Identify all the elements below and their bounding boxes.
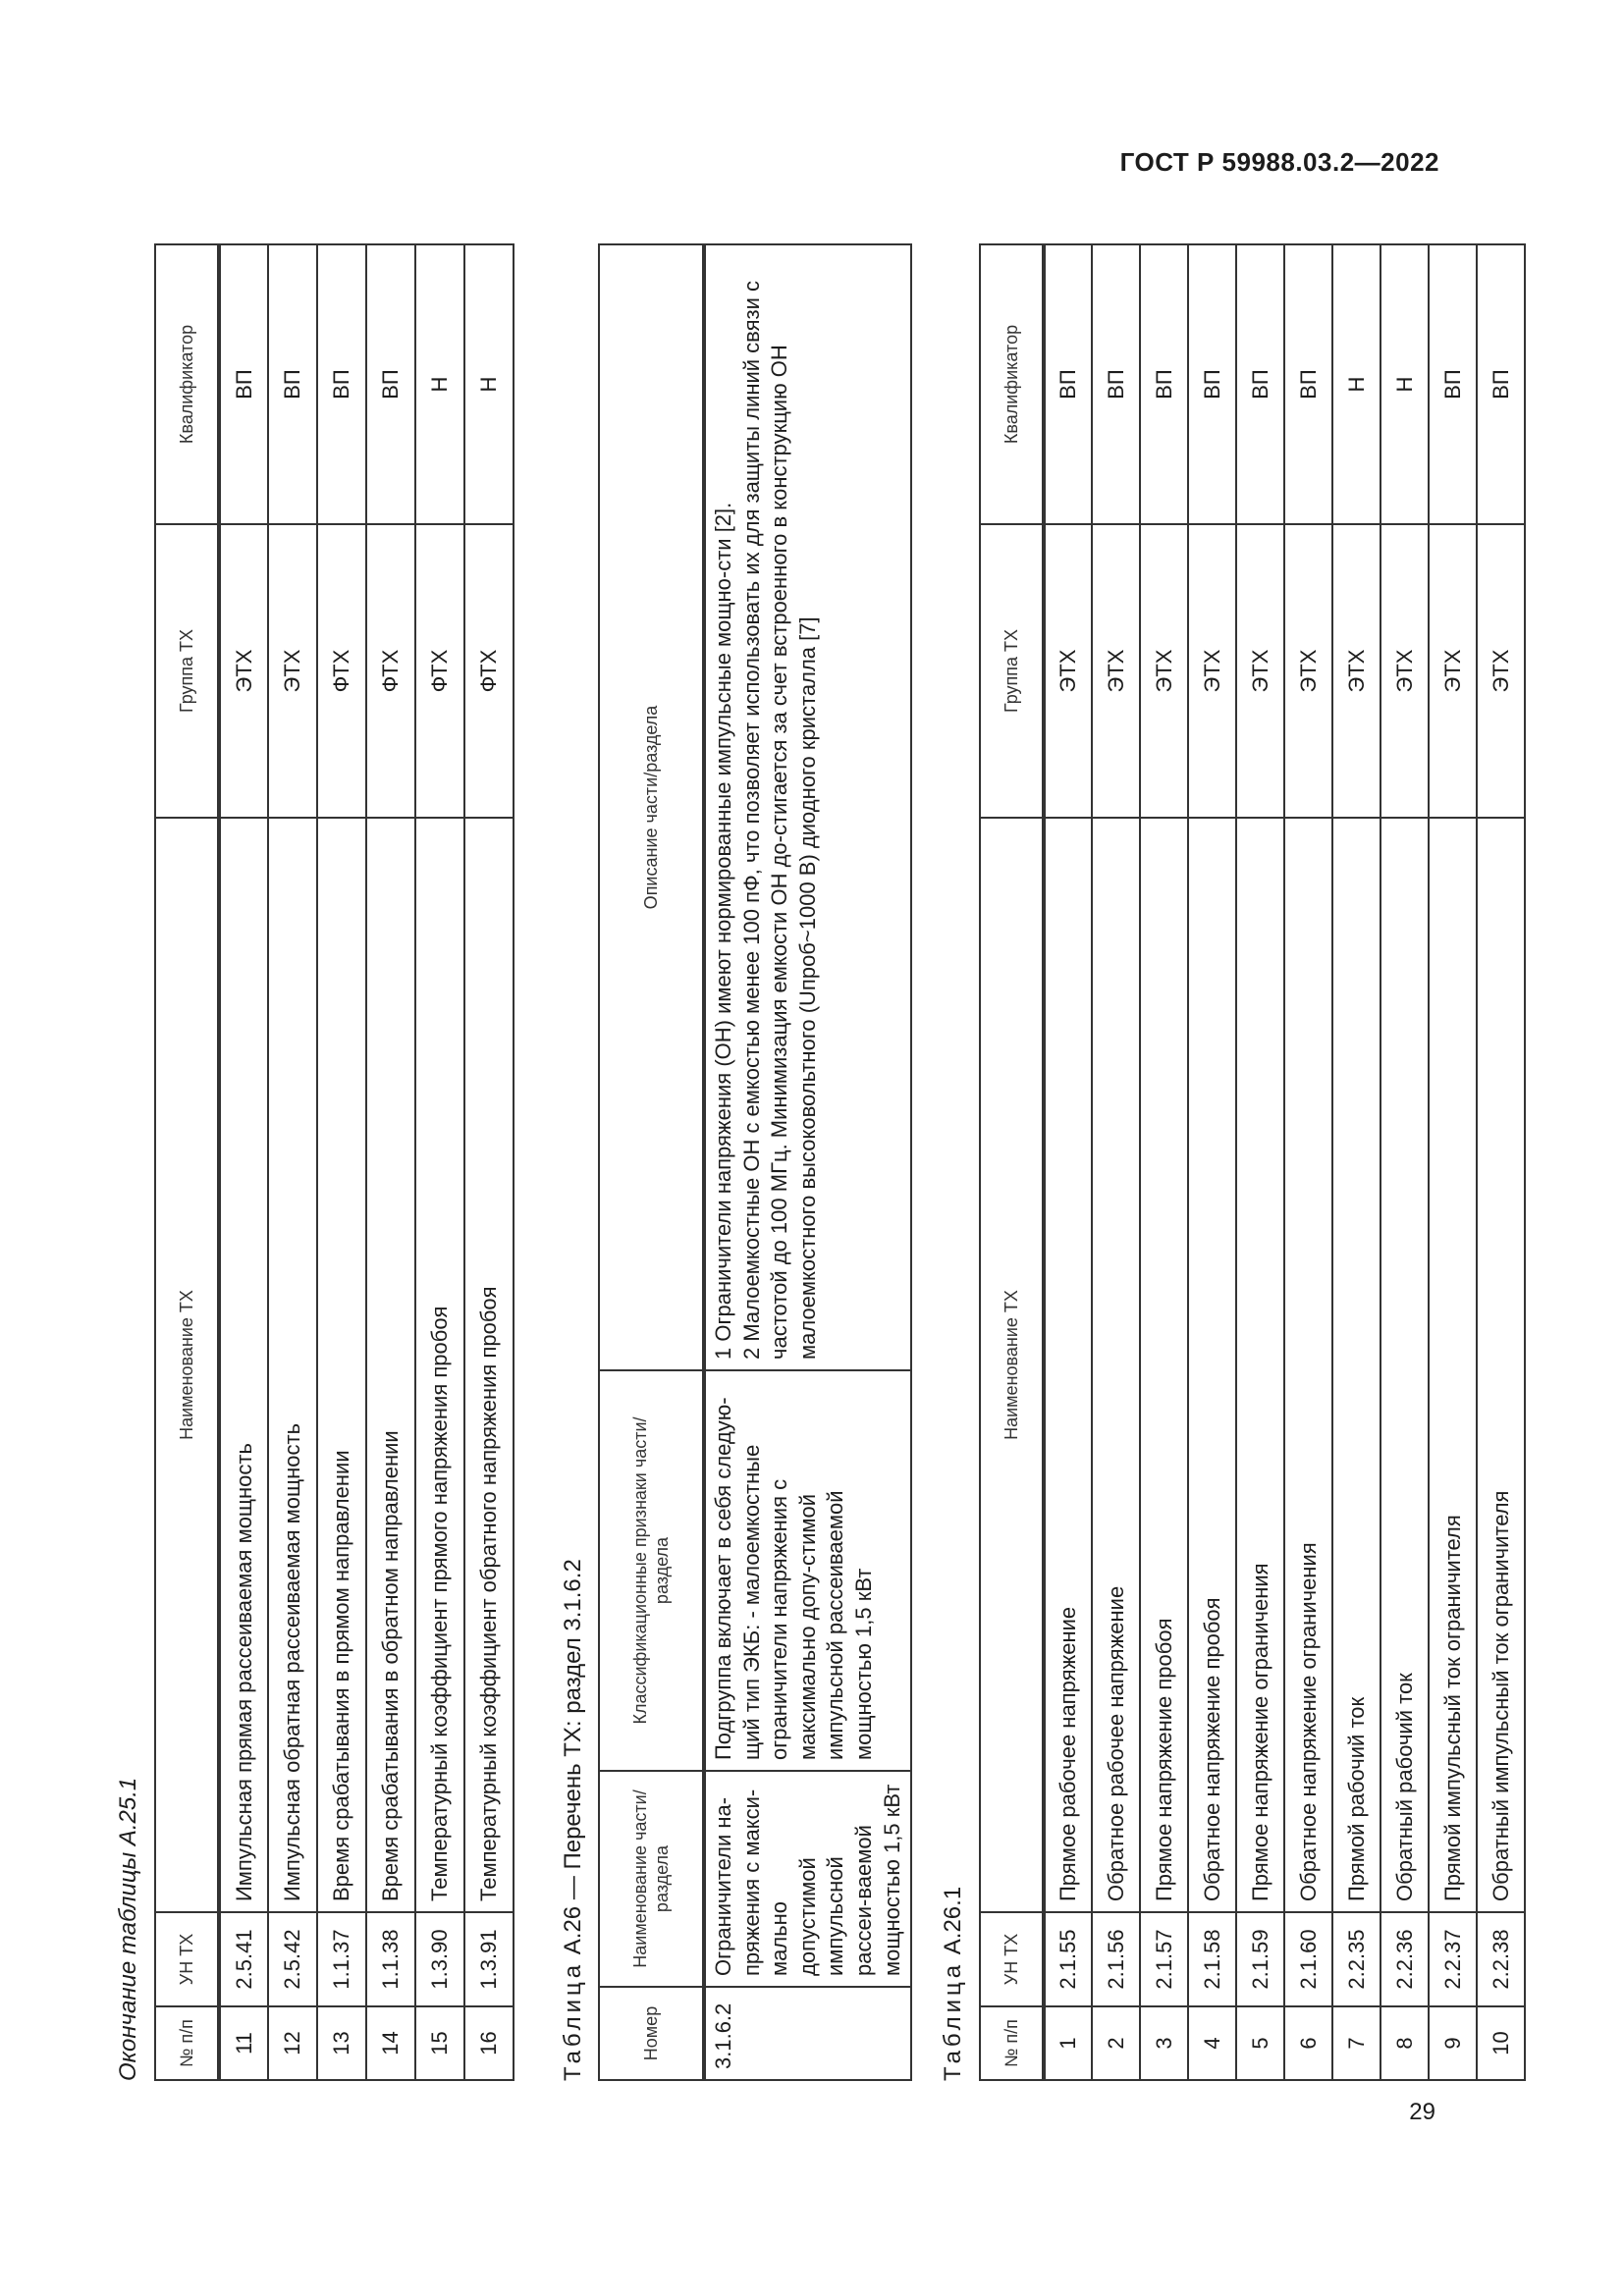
description-item-2: 2 Малоемкостные ОН с емкостью менее 100 пФ, что позволяет использовать их для защиты линий связи с частотой до 100 МГц. Минимизация емкости ОН до-стигается за счет встроенного в конструкцию ОН малоемкостного высоковольтного (Uпроб~1000 В) диодного кристалла [7]: [738, 280, 820, 1360]
cell-code: 1.3.90: [415, 1912, 464, 2006]
cell-num: 13: [317, 2006, 366, 2080]
cell-name: Прямое напряжение ограничения: [1236, 818, 1284, 1912]
col-header-part-name: Наименование части/ раздела: [599, 1771, 704, 1987]
col-header-code: УН ТХ: [155, 1912, 219, 2006]
cell-code: 2.1.57: [1140, 1912, 1188, 2006]
col-header-qualifier: Квалификатор: [155, 244, 219, 524]
cell-group: ФТХ: [366, 524, 415, 818]
cell-code: 2.2.36: [1380, 1912, 1429, 2006]
table-row: [1140, 244, 1188, 2080]
caption-table-text: А.26.1: [940, 1886, 966, 1955]
cell-group: ФТХ: [317, 524, 366, 818]
table-row: [1284, 244, 1332, 2080]
cell-num: 16: [464, 2006, 514, 2080]
cell-code: 2.2.37: [1429, 1912, 1477, 2006]
cell-name: Прямой рабочий ток: [1332, 818, 1380, 1912]
cell-qualifier: ВП: [1284, 244, 1332, 524]
col-header-name: Наименование ТХ: [155, 818, 219, 1912]
table-a26: [598, 243, 912, 2081]
cell-num: 12: [268, 2006, 317, 2080]
cell-num: 5: [1236, 2006, 1284, 2080]
cell-group: ЭТХ: [1188, 524, 1236, 818]
cell-part-name: Ограничители на-пряжения с макси-мально допустимой импульсной рассеи-ваемой мощностью 1,5 кВт: [704, 1771, 911, 1987]
table-row: [1188, 244, 1236, 2080]
cell-code: 2.1.60: [1284, 1912, 1332, 2006]
table-row: [464, 244, 514, 2080]
cell-name: Время срабатывания в обратном направлении: [366, 818, 415, 1912]
cell-code: 1.1.38: [366, 1912, 415, 2006]
cell-qualifier: ВП: [1092, 244, 1140, 524]
cell-group: ФТХ: [415, 524, 464, 818]
table-row: [1477, 244, 1525, 2080]
cell-name: Прямой импульсный ток ограничителя: [1429, 818, 1477, 1912]
table-a25-1: [154, 243, 514, 2081]
table-row: [1044, 244, 1092, 2080]
page-number: 29: [1409, 2099, 1435, 2125]
table-row: [366, 244, 415, 2080]
cell-code: 2.1.58: [1188, 1912, 1236, 2006]
col-header-name: Наименование ТХ: [980, 818, 1044, 1912]
col-header-number: Номер: [599, 1987, 704, 2080]
cell-name: Обратное рабочее напряжение: [1092, 818, 1140, 1912]
table-row: [1092, 244, 1140, 2080]
cell-group: ФТХ: [464, 524, 514, 818]
cell-group: ЭТХ: [219, 524, 268, 818]
description-item-1: 1 Ограничители напряжения (ОН) имеют нормированные импульсные мощно-сти [2].: [711, 502, 735, 1360]
col-header-group: Группа ТХ: [980, 524, 1044, 818]
cell-qualifier: Н: [464, 244, 514, 524]
cell-qualifier: ВП: [366, 244, 415, 524]
cell-qualifier: ВП: [1140, 244, 1188, 524]
table-row: [1380, 244, 1429, 2080]
cell-code: 2.2.35: [1332, 1912, 1380, 2006]
cell-code: 2.1.55: [1044, 1912, 1092, 2006]
col-header-group: Группа ТХ: [155, 524, 219, 818]
cell-qualifier: ВП: [1188, 244, 1236, 524]
cell-name: Прямое рабочее напряжение: [1044, 818, 1092, 1912]
cell-features: Подгруппа включает в себя следую-щий тип ЭКБ: - малоемкостные ограничители напряжения с максимально допу-стимой импульсной рассеиваемой мощностью 1,5 кВт: [704, 1370, 911, 1771]
cell-name: Прямое напряжение пробоя: [1140, 818, 1188, 1912]
rotated-page-content: [115, 231, 1513, 2081]
col-header-description: Описание части/раздела: [599, 244, 704, 1370]
cell-num: 1: [1044, 2006, 1092, 2080]
cell-description: [704, 244, 911, 1370]
cell-qualifier: Н: [1380, 244, 1429, 524]
cell-group: ЭТХ: [1044, 524, 1092, 818]
cell-group: ЭТХ: [1332, 524, 1380, 818]
cell-qualifier: ВП: [1044, 244, 1092, 524]
cell-name: Время срабатывания в прямом направлении: [317, 818, 366, 1912]
col-header-num: № п/п: [155, 2006, 219, 2080]
cell-qualifier: ВП: [268, 244, 317, 524]
table-a25-1-caption: Окончание таблицы А.25.1: [115, 1777, 141, 2081]
caption-table-word: Таблица: [940, 1960, 966, 2081]
cell-num: 3: [1140, 2006, 1188, 2080]
cell-qualifier: ВП: [1236, 244, 1284, 524]
cell-number: 3.1.6.2: [704, 1987, 911, 2080]
cell-name: Импульсная прямая рассеиваемая мощность: [219, 818, 268, 1912]
cell-qualifier: Н: [1332, 244, 1380, 524]
cell-code: 2.5.42: [268, 1912, 317, 2006]
table-row: [268, 244, 317, 2080]
cell-code: 2.1.56: [1092, 1912, 1140, 2006]
table-row: [1236, 244, 1284, 2080]
cell-qualifier: ВП: [1429, 244, 1477, 524]
cell-group: ЭТХ: [1236, 524, 1284, 818]
cell-group: ЭТХ: [268, 524, 317, 818]
cell-name: Обратный импульсный ток ограничителя: [1477, 818, 1525, 1912]
cell-code: 1.3.91: [464, 1912, 514, 2006]
cell-name: Импульсная обратная рассеиваемая мощность: [268, 818, 317, 1912]
cell-name: Обратное напряжение ограничения: [1284, 818, 1332, 1912]
table-row: [317, 244, 366, 2080]
document-header: ГОСТ Р 59988.03.2—2022: [1119, 147, 1439, 177]
cell-qualifier: ВП: [1477, 244, 1525, 524]
cell-name: Температурный коэффициент прямого напряжения пробоя: [415, 818, 464, 1912]
cell-qualifier: ВП: [317, 244, 366, 524]
col-header-code: УН ТХ: [980, 1912, 1044, 2006]
cell-num: 2: [1092, 2006, 1140, 2080]
cell-group: ЭТХ: [1380, 524, 1429, 818]
cell-code: 2.2.38: [1477, 1912, 1525, 2006]
cell-num: 14: [366, 2006, 415, 2080]
table-row: [415, 244, 464, 2080]
table-row: [704, 244, 911, 2080]
cell-group: ЭТХ: [1429, 524, 1477, 818]
cell-group: ЭТХ: [1284, 524, 1332, 818]
cell-qualifier: Н: [415, 244, 464, 524]
cell-name: Температурный коэффициент обратного напряжения пробоя: [464, 818, 514, 1912]
cell-num: 7: [1332, 2006, 1380, 2080]
caption-table-word: Таблица: [560, 1960, 586, 2081]
cell-num: 9: [1429, 2006, 1477, 2080]
cell-code: 1.1.37: [317, 1912, 366, 2006]
col-header-qualifier: Квалификатор: [980, 244, 1044, 524]
cell-code: 2.1.59: [1236, 1912, 1284, 2006]
cell-group: ЭТХ: [1092, 524, 1140, 818]
cell-num: 4: [1188, 2006, 1236, 2080]
cell-num: 10: [1477, 2006, 1525, 2080]
caption-table-text: А.26 — Перечень ТХ: раздел 3.1.6.2: [560, 1559, 586, 1955]
cell-name: Обратное напряжение пробоя: [1188, 818, 1236, 1912]
table-row: [1429, 244, 1477, 2080]
cell-group: ЭТХ: [1140, 524, 1188, 818]
col-header-num: № п/п: [980, 2006, 1044, 2080]
cell-code: 2.5.41: [219, 1912, 268, 2006]
cell-num: 11: [219, 2006, 268, 2080]
table-a26-caption: [560, 1559, 587, 2081]
cell-num: 15: [415, 2006, 464, 2080]
col-header-features: Классификационные признаки части/ раздела: [599, 1370, 704, 1771]
cell-qualifier: ВП: [219, 244, 268, 524]
table-row: [219, 244, 268, 2080]
cell-num: 6: [1284, 2006, 1332, 2080]
cell-name: Обратный рабочий ток: [1380, 818, 1429, 1912]
table-a26-1-caption: [940, 1887, 967, 2081]
table-a26-1: [979, 243, 1526, 2081]
cell-num: 8: [1380, 2006, 1429, 2080]
cell-group: ЭТХ: [1477, 524, 1525, 818]
table-row: [1332, 244, 1380, 2080]
